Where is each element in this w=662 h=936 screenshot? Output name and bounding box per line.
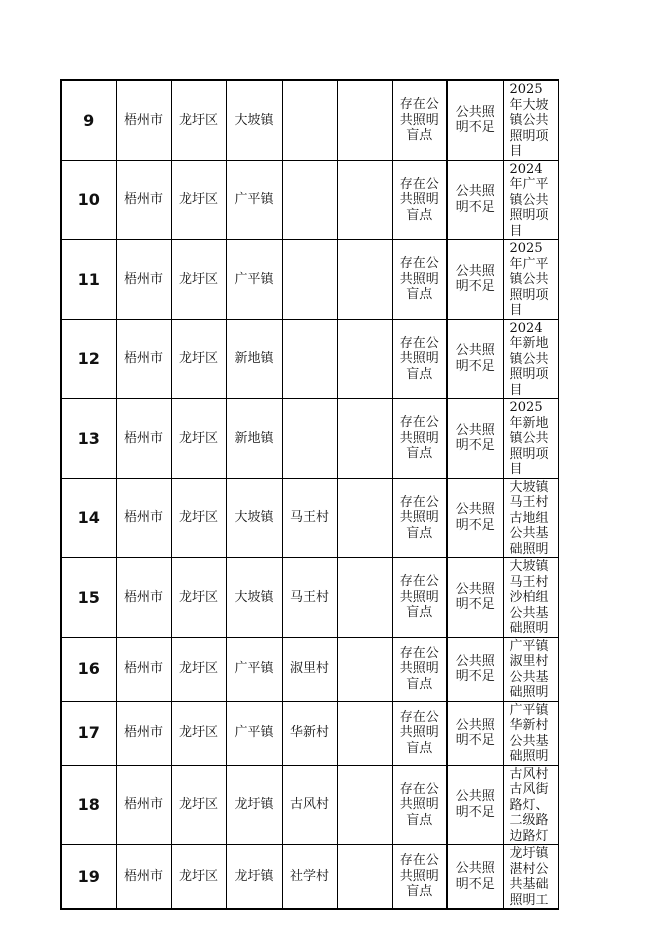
cell-note: 古风村古风街路灯、二级路边路灯 [503,765,558,845]
cell-row-number: 18 [61,765,116,845]
cell-cause: 公共照明不足 [447,399,503,479]
cell-cause: 公共照明不足 [447,701,503,765]
cell-row-number: 10 [61,160,116,240]
cell-row-number: 13 [61,399,116,479]
table-row [61,637,558,701]
cell-row-number: 16 [61,637,116,701]
cell-city: 梧州市 [116,80,171,160]
table-row [61,319,558,399]
cell-town: 新地镇 [226,399,282,479]
cell-town: 新地镇 [226,319,282,399]
cell-problem: 存在公共照明盲点 [392,637,447,701]
cell-city: 梧州市 [116,160,171,240]
cell-village [282,160,337,240]
table-row [61,80,558,160]
cell-town: 广平镇 [226,240,282,320]
cell-group [337,80,392,160]
cell-district: 龙圩区 [171,637,226,701]
cell-cause: 公共照明不足 [447,319,503,399]
cell-problem: 存在公共照明盲点 [392,160,447,240]
cell-cause: 公共照明不足 [447,765,503,845]
cell-village: 淑里村 [282,637,337,701]
cell-group [337,160,392,240]
cell-problem: 存在公共照明盲点 [392,845,447,910]
cell-problem: 存在公共照明盲点 [392,80,447,160]
cell-group [337,701,392,765]
cell-town: 大坡镇 [226,478,282,558]
cell-problem: 存在公共照明盲点 [392,399,447,479]
cell-village: 华新村 [282,701,337,765]
cell-town: 龙圩镇 [226,845,282,910]
table-row [61,478,558,558]
cell-row-number: 15 [61,558,116,638]
cell-problem: 存在公共照明盲点 [392,701,447,765]
cell-group [337,478,392,558]
cell-cause: 公共照明不足 [447,240,503,320]
cell-district: 龙圩区 [171,765,226,845]
cell-village: 马王村 [282,478,337,558]
cell-city: 梧州市 [116,558,171,638]
cell-row-number: 12 [61,319,116,399]
cell-note: 广平镇华新村公共基础照明 [503,701,558,765]
cell-city: 梧州市 [116,478,171,558]
cell-note: 广平镇淑里村公共基础照明 [503,637,558,701]
cell-village [282,399,337,479]
cell-problem: 存在公共照明盲点 [392,319,447,399]
cell-district: 龙圩区 [171,845,226,910]
cell-cause: 公共照明不足 [447,160,503,240]
cell-group [337,845,392,910]
cell-note: 大坡镇马王村古地组公共基础照明 [503,478,558,558]
cell-village: 社学村 [282,845,337,910]
cell-row-number: 14 [61,478,116,558]
table-row [61,240,558,320]
cell-town: 龙圩镇 [226,765,282,845]
table-row [61,845,558,910]
cell-problem: 存在公共照明盲点 [392,240,447,320]
cell-district: 龙圩区 [171,240,226,320]
cell-note: 大坡镇马王村沙柏组公共基础照明 [503,558,558,638]
cell-problem: 存在公共照明盲点 [392,558,447,638]
cell-problem: 存在公共照明盲点 [392,765,447,845]
cell-town: 大坡镇 [226,558,282,638]
cell-district: 龙圩区 [171,160,226,240]
table-row [61,160,558,240]
cell-note: 2025年新地镇公共照明项目 [503,399,558,479]
cell-group [337,637,392,701]
cell-district: 龙圩区 [171,701,226,765]
table-row [61,558,558,638]
cell-row-number: 9 [61,80,116,160]
cell-cause: 公共照明不足 [447,637,503,701]
cell-district: 龙圩区 [171,558,226,638]
cell-cause: 公共照明不足 [447,845,503,910]
cell-row-number: 11 [61,240,116,320]
cell-city: 梧州市 [116,637,171,701]
cell-village [282,319,337,399]
cell-group [337,399,392,479]
cell-district: 龙圩区 [171,478,226,558]
cell-group [337,319,392,399]
cell-village: 古风村 [282,765,337,845]
cell-town: 大坡镇 [226,80,282,160]
table-row [61,399,558,479]
cell-row-number: 19 [61,845,116,910]
cell-district: 龙圩区 [171,319,226,399]
cell-village [282,240,337,320]
table-row [61,765,558,845]
cell-city: 梧州市 [116,845,171,910]
cell-village: 马王村 [282,558,337,638]
cell-district: 龙圩区 [171,80,226,160]
cell-village [282,80,337,160]
cell-city: 梧州市 [116,399,171,479]
table-row [61,701,558,765]
cell-city: 梧州市 [116,701,171,765]
cell-town: 广平镇 [226,160,282,240]
cell-city: 梧州市 [116,319,171,399]
cell-note: 2025年广平镇公共照明项目 [503,240,558,320]
cell-group [337,765,392,845]
cell-note: 2024年新地镇公共照明项目 [503,319,558,399]
cell-town: 广平镇 [226,701,282,765]
cell-city: 梧州市 [116,765,171,845]
cell-row-number: 17 [61,701,116,765]
cell-note: 2025年大坡镇公共照明项目 [503,80,558,160]
cell-note: 龙圩镇湛村公共基础照明工 [503,845,558,910]
cell-cause: 公共照明不足 [447,80,503,160]
lighting-blindspot-table [60,79,559,910]
cell-problem: 存在公共照明盲点 [392,478,447,558]
cell-town: 广平镇 [226,637,282,701]
cell-cause: 公共照明不足 [447,478,503,558]
cell-cause: 公共照明不足 [447,558,503,638]
cell-district: 龙圩区 [171,399,226,479]
cell-group [337,240,392,320]
cell-city: 梧州市 [116,240,171,320]
cell-note: 2024年广平镇公共照明项目 [503,160,558,240]
table-body [61,80,558,909]
cell-group [337,558,392,638]
